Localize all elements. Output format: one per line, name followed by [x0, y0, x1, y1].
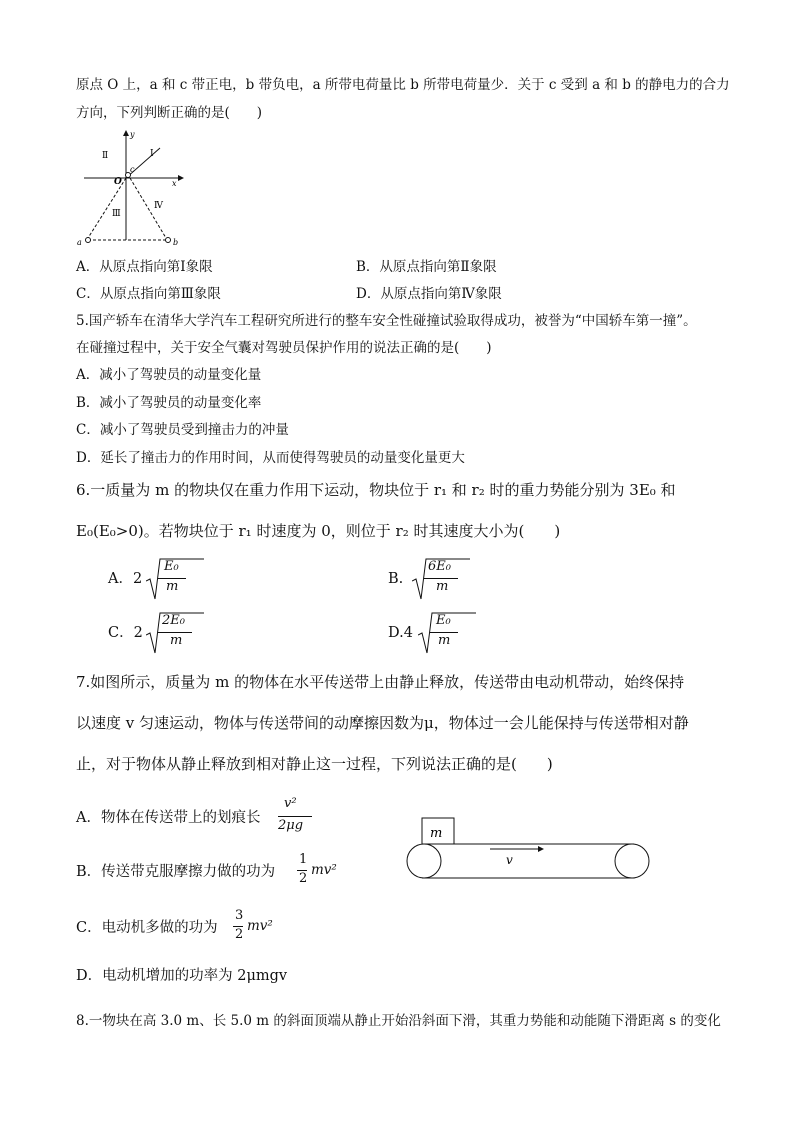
q5-stem-line1: 5.国产轿车在清华大学汽车工程研究所进行的整车安全性碰撞试验取得成功，被誉为“中国轿车第一撞”。: [76, 313, 697, 329]
x-axis-arrow-icon: [178, 175, 184, 181]
label-y: y: [130, 130, 135, 139]
q7-option-a-text: A．物体在传送带上的划痕长: [76, 810, 261, 826]
label-quadrant-2: Ⅱ: [102, 151, 109, 161]
q7-conveyor-figure: [404, 816, 660, 888]
q6-option-d-prefix: D.4: [388, 625, 413, 641]
label-a: a: [77, 238, 82, 247]
q7-option-a-fraction: [276, 796, 316, 840]
q6-option-c-radical: [146, 611, 206, 655]
q6-option-d-numerator: E₀: [436, 613, 451, 628]
q6-option-b-prefix: B.: [388, 571, 404, 587]
q7-option-c-tail: mv²: [247, 918, 273, 934]
q6-option-a-prefix: A．2: [108, 571, 143, 587]
label-origin: O: [114, 177, 122, 187]
q7-option-b-tail: mv²: [311, 862, 337, 878]
q6-option-a-denominator: m: [166, 579, 179, 594]
label-quadrant-1: Ⅰ: [150, 149, 154, 159]
q7-option-c-fraction: [232, 908, 246, 948]
q7-option-a-numerator: v²: [284, 796, 297, 811]
q7-option-b-denominator: 2: [299, 871, 308, 886]
q7-stem-line2: 以速度 v 匀速运动，物体与传送带间的动摩擦因数为μ，物体过一会儿能保持与传送带相对静: [76, 714, 689, 732]
left-pulley: [407, 844, 441, 878]
q7-option-b-numerator: 1: [299, 852, 308, 867]
q6-stem-line2: E₀(E₀>0)。若物块位于 r₁ 时速度为 0，则位于 r₂ 时其速度大小为( ): [76, 522, 561, 540]
q6-option-b-denominator: m: [436, 579, 449, 594]
q6-option-b-radical: [412, 557, 472, 601]
label-b: b: [173, 238, 179, 247]
q7-option-c-text: C．电动机多做的功为: [76, 920, 218, 936]
q7-option-a-denominator: 2μg: [278, 818, 304, 833]
q6-option-c-denominator: m: [170, 633, 183, 648]
velocity-arrow-icon: [538, 846, 544, 852]
label-x: x: [172, 179, 177, 188]
label-quadrant-4: Ⅳ: [154, 201, 163, 211]
fraction-bar: [278, 816, 312, 817]
q4-option-c: C．从原点指向第Ⅲ象限: [76, 286, 221, 302]
q7-option-c-denominator: 2: [235, 927, 244, 942]
q6-option-d-radical: [418, 611, 478, 655]
q5-option-d: D．延长了撞击力的作用时间，从而使得驾驶员的动量变化量更大: [76, 450, 465, 466]
velocity-label: v: [506, 853, 513, 867]
q6-option-a-numerator: E₀: [164, 559, 179, 574]
q4-option-d: D．从原点指向第Ⅳ象限: [356, 286, 502, 302]
q6-option-a-radical: [146, 557, 206, 601]
q6-stem-line1: 6.一质量为 m 的物块仅在重力作用下运动，物块位于 r₁ 和 r₂ 时的重力势能分别为 3E₀ 和: [76, 481, 676, 499]
q7-stem-line1: 7.如图所示，质量为 m 的物体在水平传送带上由静止释放，传送带由电动机带动，始终保持: [76, 673, 685, 691]
q7-option-c-numerator: 3: [235, 908, 244, 923]
label-c: c: [130, 165, 135, 174]
q7-option-d-text: D．电动机增加的功率为 2μmgv: [76, 968, 288, 984]
q5-option-c: C．减小了驾驶员受到撞击力的冲量: [76, 422, 289, 438]
q8-stem-line1: 8.一物块在高 3.0 m、长 5.0 m 的斜面顶端从静止开始沿斜面下滑，其重力势能和动能随下滑距离 s 的变化: [76, 1013, 721, 1029]
charge-b: [166, 238, 171, 243]
label-quadrant-3: Ⅲ: [112, 209, 121, 219]
q7-option-b-text: B．传送带克服摩擦力做的功为: [76, 864, 276, 880]
q7-stem-line3: 止，对于物体从静止释放到相对静止这一过程，下列说法正确的是( ): [76, 755, 553, 773]
q5-stem-line2: 在碰撞过程中，关于安全气囊对驾驶员保护作用的说法正确的是( ): [76, 340, 492, 356]
charge-a: [86, 238, 91, 243]
q4-coordinate-figure: [74, 128, 186, 250]
q4-stem-line2: 方向，下列判断正确的是( ): [76, 105, 263, 121]
q4-option-a: A．从原点指向第Ⅰ象限: [76, 259, 213, 275]
q4-stem-line1: 原点 O 上，a 和 c 带正电，b 带负电，a 所带电荷量比 b 所带电荷量少．关于 c 受到 a 和 b 的静电力的合力: [76, 77, 730, 93]
q5-option-a: A．减小了驾驶员的动量变化量: [76, 367, 262, 383]
y-axis-arrow-icon: [123, 130, 129, 136]
block-label: m: [430, 826, 443, 841]
q7-option-b-fraction: [296, 852, 310, 892]
q4-option-b: B．从原点指向第Ⅱ象限: [356, 259, 497, 275]
q6-option-d-denominator: m: [438, 633, 451, 648]
right-pulley: [615, 844, 649, 878]
q5-option-b: B．减小了驾驶员的动量变化率: [76, 395, 262, 411]
line-c-to-a: [88, 178, 126, 238]
q6-option-b-numerator: 6E₀: [428, 559, 451, 574]
q6-option-c-prefix: C．2: [108, 625, 143, 641]
q6-option-c-numerator: 2E₀: [162, 613, 185, 628]
